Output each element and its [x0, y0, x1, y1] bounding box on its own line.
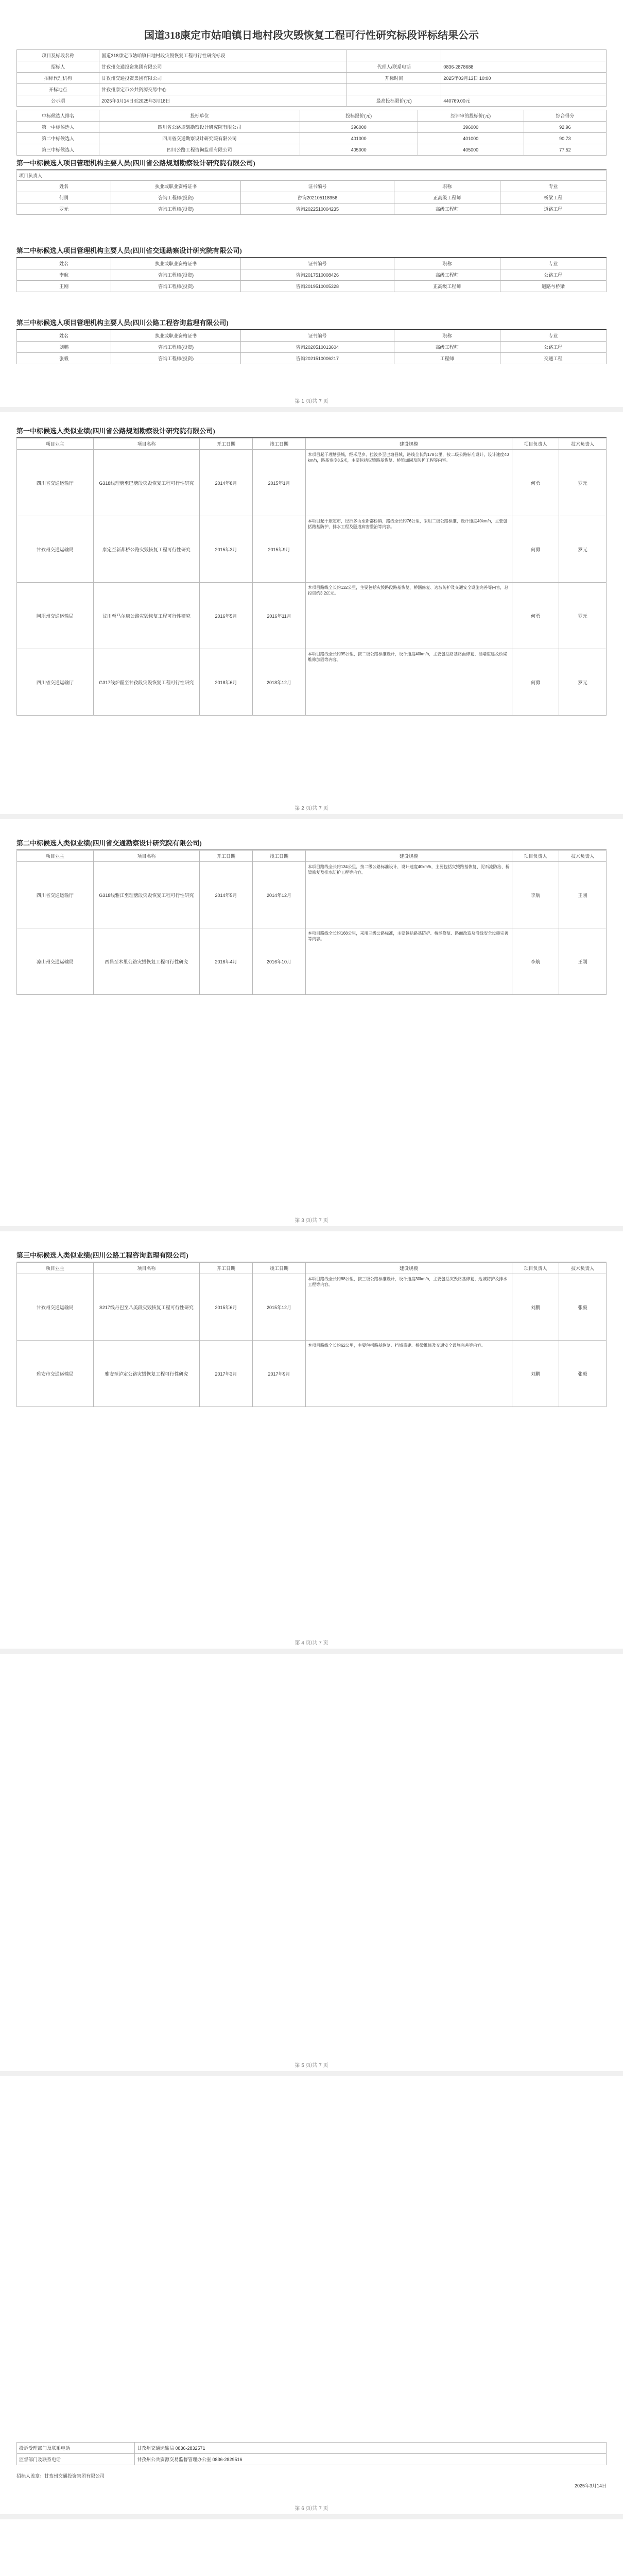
- candidate-table: [16, 110, 607, 156]
- performance-header-cell: 开工日期: [199, 438, 252, 450]
- staff-section-1: [16, 155, 607, 215]
- staff-row: [17, 342, 607, 353]
- staff-cell: 何勇: [17, 192, 111, 204]
- staff-cell: 姓名: [17, 181, 111, 192]
- candidate-cell: 401000: [300, 133, 418, 144]
- staff-cell: 专业: [500, 330, 606, 342]
- page-gap: [0, 1226, 623, 1231]
- performance-row: [17, 450, 607, 516]
- performance-cell: 刘鹏: [512, 1341, 559, 1407]
- staff-cell: 咨询2020510013604: [241, 342, 394, 353]
- staff-heading-2: 第二中标候选人项目管理机构主要人员(四川省交通勘察设计研究院有限公司): [16, 242, 607, 258]
- page-gap: [0, 2071, 623, 2076]
- staff-cell: 刘鹏: [17, 342, 111, 353]
- performance-cell: 2018年6月: [199, 649, 252, 716]
- performance-header-cell: 项目负责人: [512, 438, 559, 450]
- candidate-cell: 77.52: [524, 144, 606, 156]
- performance-header-cell: 技术负责人: [559, 1263, 607, 1274]
- performance-cell: 四川省交通运输厅: [17, 450, 94, 516]
- staff-cell: 证书编号: [241, 181, 394, 192]
- performance-header-row: [17, 851, 607, 862]
- performance-cell: 2015年9月: [252, 516, 305, 583]
- performance-cell: 2016年10月: [252, 928, 305, 995]
- performance-cell: 汶川至马尔康公路灾毁恢复工程可行性研究: [93, 583, 199, 649]
- performance-row: [17, 862, 607, 928]
- performance-cell: 本项目起于理塘县城，经禾尼乡、拉波乡至巴塘县城，路线全长约178公里，按二级公路标准设计，设计速度40km/h，路基宽度8.5米，主要包括灾毁路基恢复、桥梁加固及防护工程等内容。: [306, 450, 512, 516]
- objection-label-1: 投诉受理部门及联系电话: [17, 2443, 135, 2454]
- performance-header-cell: 建设规模: [306, 1263, 512, 1274]
- performance-section-1: [16, 422, 607, 716]
- objection-value-2: 甘孜州公共资源交易监督管理办公室 0836-2829516: [135, 2454, 607, 2465]
- performance-cell: 2015年12月: [252, 1274, 305, 1341]
- staff-cell: 证书编号: [241, 258, 394, 269]
- staff-cell: 高级工程师: [394, 269, 500, 281]
- objection-label-2: 监督部门及联系电话: [17, 2454, 135, 2465]
- performance-cell: 2014年5月: [199, 862, 252, 928]
- candidate-cell: 401000: [418, 133, 524, 144]
- performance-header-cell: 项目业主: [17, 851, 94, 862]
- staff-cell: 咨询工程师(投资): [111, 342, 241, 353]
- performance-cell: 王刚: [559, 862, 607, 928]
- staff-cell: 咨询工程师(投资): [111, 204, 241, 215]
- page-number-3: 第 3 页/共 7 页: [295, 1218, 328, 1224]
- performance-cell: 罗元: [559, 649, 607, 716]
- staff-row: [17, 269, 607, 281]
- info-value: 440769.00元: [441, 95, 607, 107]
- performance-table-3: [16, 1262, 607, 1407]
- performance-header-cell: 项目名称: [93, 438, 199, 450]
- info-value: 甘孜州康定市公共资源交易中心: [99, 84, 347, 95]
- candidate-cell: 92.96: [524, 122, 606, 133]
- performance-cell: G318线雅江至理塘段灾毁恢复工程可行性研究: [93, 862, 199, 928]
- staff-cell: 交通工程: [500, 353, 606, 364]
- info-value: 0836-2878688: [441, 61, 607, 73]
- staff-cell: 高级工程师: [394, 342, 500, 353]
- info-row: [17, 84, 607, 95]
- staff-cell: 公路工程: [500, 269, 606, 281]
- performance-cell: 康定至新都桥公路灾毁恢复工程可行性研究: [93, 516, 199, 583]
- staff-cell: 咨询2022510004235: [241, 204, 394, 215]
- staff-cell: 道路与桥梁: [500, 281, 606, 292]
- empty-cell: [347, 50, 441, 61]
- staff-cell: 正高级工程师: [394, 192, 500, 204]
- page-gap: [0, 814, 623, 819]
- staff-cell: 姓名: [17, 258, 111, 269]
- staff-cell: 专业: [500, 181, 606, 192]
- performance-cell: 四川省交通运输厅: [17, 649, 94, 716]
- performance-cell: 2016年11月: [252, 583, 305, 649]
- performance-cell: 2015年1月: [252, 450, 305, 516]
- performance-cell: 李航: [512, 928, 559, 995]
- staff-cell: 执业或职业资格证书: [111, 258, 241, 269]
- page-gap: [0, 2514, 623, 2519]
- performance-cell: 雅安市交通运输局: [17, 1341, 94, 1407]
- candidate-cell: 396000: [418, 122, 524, 133]
- performance-cell: 本项目路线全长约88公里，按三级公路标准设计，设计速度30km/h，主要包括灾毁路基修复、边坡防护及排水工程等内容。: [306, 1274, 512, 1341]
- staff-cell: 执业或职业资格证书: [111, 181, 241, 192]
- staff-cell: 工程师: [394, 353, 500, 364]
- performance-header-cell: 建设规模: [306, 851, 512, 862]
- performance-heading-3: 第三中标候选人类似业绩(四川公路工程咨询监理有限公司): [16, 1247, 607, 1262]
- performance-header-cell: 项目名称: [93, 1263, 199, 1274]
- candidate-cell: 四川省公路规划勘察设计研究院有限公司: [99, 122, 300, 133]
- performance-row: [17, 928, 607, 995]
- info-label: 公示期: [17, 95, 99, 107]
- info-label: 开标地点: [17, 84, 99, 95]
- performance-table-2: [16, 850, 607, 995]
- candidate-cell: 四川公路工程咨询监理有限公司: [99, 144, 300, 156]
- staff-cell: 咨询工程师(投资): [111, 353, 241, 364]
- staff-cell: 职称: [394, 258, 500, 269]
- candidate-cell: 第三中标候选人: [17, 144, 99, 156]
- candidate-header-row: [17, 110, 607, 122]
- performance-row: [17, 1341, 607, 1407]
- performance-cell: 何勇: [512, 516, 559, 583]
- staff-cell: 职称: [394, 181, 500, 192]
- info-row: [17, 61, 607, 73]
- performance-header-cell: 项目负责人: [512, 851, 559, 862]
- staff-cell: 咨询工程师(投资): [111, 192, 241, 204]
- performance-header-cell: 项目业主: [17, 1263, 94, 1274]
- page-gap: [0, 407, 623, 412]
- performance-cell: 2017年9月: [252, 1341, 305, 1407]
- info-value: 甘孜州交通投资集团有限公司: [99, 61, 347, 73]
- staff-row: [17, 330, 607, 342]
- info-row: [17, 50, 607, 61]
- performance-header-row: [17, 438, 607, 450]
- staff-row: [17, 204, 607, 215]
- staff-section-3: [16, 314, 607, 364]
- staff-cell: 桥梁工程: [500, 192, 606, 204]
- page-gap: [0, 1649, 623, 1654]
- info-label: 项目及标段名称: [17, 50, 99, 61]
- staff-cell: 职称: [394, 330, 500, 342]
- performance-cell: 何勇: [512, 450, 559, 516]
- info-value: 甘孜州交通投资集团有限公司: [99, 73, 347, 84]
- info-label: 开标时间: [347, 73, 441, 84]
- info-value: 2025年03月13日 10:00: [441, 73, 607, 84]
- candidate-cell: 第二中标候选人: [17, 133, 99, 144]
- performance-cell: 罗元: [559, 583, 607, 649]
- performance-cell: 甘孜州交通运输局: [17, 1274, 94, 1341]
- performance-header-cell: 建设规模: [306, 438, 512, 450]
- performance-header-cell: 项目名称: [93, 851, 199, 862]
- performance-cell: 2016年5月: [199, 583, 252, 649]
- bid-info-table: [16, 49, 607, 107]
- performance-cell: 2015年3月: [199, 516, 252, 583]
- performance-header-cell: 项目负责人: [512, 1263, 559, 1274]
- performance-section-2: [16, 835, 607, 995]
- objection-section: [16, 2442, 607, 2489]
- info-row: [17, 95, 607, 107]
- staff-row: [17, 353, 607, 364]
- objection-value-1: 甘孜州交通运输局 0836-2832571: [135, 2443, 607, 2454]
- staff-cell: 姓名: [17, 330, 111, 342]
- page-number-4: 第 4 页/共 7 页: [295, 1640, 328, 1646]
- info-label: 最高投标限价(元): [347, 95, 441, 107]
- info-label: 招标人: [17, 61, 99, 73]
- staff-heading-3: 第三中标候选人项目管理机构主要人员(四川公路工程咨询监理有限公司): [16, 314, 607, 330]
- performance-cell: 2014年12月: [252, 862, 305, 928]
- performance-row: [17, 649, 607, 716]
- performance-cell: 四川省交通运输厅: [17, 862, 94, 928]
- performance-cell: 何勇: [512, 649, 559, 716]
- staff-cell: 李航: [17, 269, 111, 281]
- performance-cell: 何勇: [512, 583, 559, 649]
- candidate-row: [17, 144, 607, 156]
- staff-table-2: [16, 258, 607, 292]
- performance-cell: 本项目路线全长约168公里，采用三级公路标准，主要包括路基防护、桥涵修复、路面改造及沿线安全设施完善等内容。: [306, 928, 512, 995]
- performance-heading-2: 第二中标候选人类似业绩(四川省交通勘察设计研究院有限公司): [16, 835, 607, 850]
- candidate-header-cell: 经评审的投标价(元): [418, 110, 524, 122]
- staff-section-2: [16, 242, 607, 292]
- staff-cell: 咨询2017510008426: [241, 269, 394, 281]
- empty-cell: [441, 84, 607, 95]
- candidate-header-cell: 投标报价(元): [300, 110, 418, 122]
- info-label: 招标代理机构: [17, 73, 99, 84]
- performance-header-cell: 技术负责人: [559, 851, 607, 862]
- performance-header-cell: 技术负责人: [559, 438, 607, 450]
- info-value: 国道318康定市姑咱镇日地村段灾毁恢复工程可行性研究标段: [99, 50, 347, 61]
- performance-cell: 2017年3月: [199, 1341, 252, 1407]
- performance-header-cell: 开工日期: [199, 1263, 252, 1274]
- staff-cell: 道路工程: [500, 204, 606, 215]
- performance-cell: G318线理塘至巴塘段灾毁恢复工程可行性研究: [93, 450, 199, 516]
- staff-row: [17, 192, 607, 204]
- bid-info-section: [16, 49, 607, 156]
- staff-label-1: 项目负责人: [16, 170, 607, 180]
- performance-cell: 甘孜州交通运输局: [17, 516, 94, 583]
- performance-header-cell: 项目业主: [17, 438, 94, 450]
- page-number-1: 第 1 页/共 7 页: [295, 399, 328, 404]
- performance-cell: 罗元: [559, 450, 607, 516]
- performance-cell: 张毅: [559, 1341, 607, 1407]
- empty-cell: [441, 50, 607, 61]
- performance-header-cell: 竣工日期: [252, 851, 305, 862]
- candidate-cell: 第一中标候选人: [17, 122, 99, 133]
- performance-row: [17, 516, 607, 583]
- candidate-cell: 90.73: [524, 133, 606, 144]
- page-title: 国道318康定市姑咱镇日地村段灾毁恢复工程可行性研究标段评标结果公示: [144, 30, 479, 41]
- performance-cell: 张毅: [559, 1274, 607, 1341]
- candidate-header-cell: 综合得分: [524, 110, 606, 122]
- staff-cell: 咨询工程师(投资): [111, 281, 241, 292]
- candidate-header-cell: 投标单位: [99, 110, 300, 122]
- page-number-2: 第 2 页/共 7 页: [295, 806, 328, 811]
- sign-date: 2025年3月14日: [574, 2483, 607, 2488]
- performance-cell: 罗元: [559, 516, 607, 583]
- staff-row: [17, 281, 607, 292]
- performance-cell: 刘鹏: [512, 1274, 559, 1341]
- staff-cell: 证书编号: [241, 330, 394, 342]
- performance-cell: 本项目路线全长约132公里，主要包括灾毁路段路基恢复、桥涵修复、边坡防护及交通安全设施完善等内容，总投资约3.2亿元。: [306, 583, 512, 649]
- performance-cell: 凉山州交通运输局: [17, 928, 94, 995]
- performance-row: [17, 583, 607, 649]
- staff-cell: 咨询2021510006217: [241, 353, 394, 364]
- performance-header-cell: 竣工日期: [252, 438, 305, 450]
- candidate-cell: 四川省交通勘察设计研究院有限公司: [99, 133, 300, 144]
- performance-cell: 李航: [512, 862, 559, 928]
- performance-heading-1: 第一中标候选人类似业绩(四川省公路规划勘察设计研究院有限公司): [16, 422, 607, 438]
- candidate-cell: 396000: [300, 122, 418, 133]
- staff-table-3: [16, 330, 607, 364]
- objection-table: [16, 2442, 607, 2465]
- info-label: 代理人/联系电话: [347, 61, 441, 73]
- staff-row: [17, 181, 607, 192]
- candidate-row: [17, 133, 607, 144]
- staff-cell: 咨询工程师(投资): [111, 269, 241, 281]
- performance-table-1: [16, 438, 607, 716]
- performance-row: [17, 1274, 607, 1341]
- info-row: [17, 73, 607, 84]
- performance-cell: 2016年4月: [199, 928, 252, 995]
- performance-cell: 本项目起于康定市，经折多山至新都桥镇，路线全长约76公里，采用二级公路标准，设计速度40km/h，主要包括路基防护、排水工程及隧道病害整治等内容。: [306, 516, 512, 583]
- signer: 招标人盖章：甘孜州交通投资集团有限公司: [16, 2473, 105, 2479]
- performance-header-row: [17, 1263, 607, 1274]
- page-number-6: 第 6 页/共 7 页: [295, 2506, 328, 2512]
- performance-cell: G317线炉霍至甘孜段灾毁恢复工程可行性研究: [93, 649, 199, 716]
- staff-table-1: [16, 180, 607, 215]
- performance-cell: 阿坝州交通运输局: [17, 583, 94, 649]
- performance-cell: 2014年8月: [199, 450, 252, 516]
- performance-header-cell: 竣工日期: [252, 1263, 305, 1274]
- staff-cell: 王刚: [17, 281, 111, 292]
- staff-heading-1: 第一中标候选人项目管理机构主要人员(四川省公路规划勘察设计研究院有限公司): [16, 155, 607, 170]
- candidate-row: [17, 122, 607, 133]
- performance-section-3: [16, 1247, 607, 1407]
- staff-cell: 罗元: [17, 204, 111, 215]
- performance-cell: 2015年6月: [199, 1274, 252, 1341]
- performance-cell: 2018年12月: [252, 649, 305, 716]
- staff-cell: 正高级工程师: [394, 281, 500, 292]
- candidate-header-cell: 中标候选人排名: [17, 110, 99, 122]
- performance-cell: 本项目路线全长约62公里，主要包括路基恢复、挡墙重建、桥梁维修及交通安全设施完善等内容。: [306, 1341, 512, 1407]
- performance-cell: 本项目路线全长约95公里，按二级公路标准设计，设计速度40km/h，主要包括路基路面修复、挡墙重建及桥梁维修加固等内容。: [306, 649, 512, 716]
- staff-cell: 张毅: [17, 353, 111, 364]
- staff-cell: 公路工程: [500, 342, 606, 353]
- candidate-cell: 405000: [300, 144, 418, 156]
- staff-cell: 高级工程师: [394, 204, 500, 215]
- performance-cell: 西昌至木里公路灾毁恢复工程可行性研究: [93, 928, 199, 995]
- performance-cell: 雅安至泸定公路灾毁恢复工程可行性研究: [93, 1341, 199, 1407]
- candidate-cell: 405000: [418, 144, 524, 156]
- staff-cell: 执业或职业资格证书: [111, 330, 241, 342]
- performance-header-cell: 开工日期: [199, 851, 252, 862]
- info-value: 2025年3月14日至2025年3月18日: [99, 95, 347, 107]
- staff-cell: 咨询2019510005328: [241, 281, 394, 292]
- performance-cell: 王刚: [559, 928, 607, 995]
- staff-cell: 专业: [500, 258, 606, 269]
- staff-row: [17, 258, 607, 269]
- page-number-5: 第 5 页/共 7 页: [295, 2063, 328, 2069]
- performance-cell: S217线丹巴至八美段灾毁恢复工程可行性研究: [93, 1274, 199, 1341]
- performance-cell: 本项目路线全长约134公里，按二级公路标准设计，设计速度40km/h，主要包括灾毁路基恢复、泥石流防治、桥梁修复及排水防护工程等内容。: [306, 862, 512, 928]
- staff-cell: 咨询202105118956: [241, 192, 394, 204]
- empty-cell: [347, 84, 441, 95]
